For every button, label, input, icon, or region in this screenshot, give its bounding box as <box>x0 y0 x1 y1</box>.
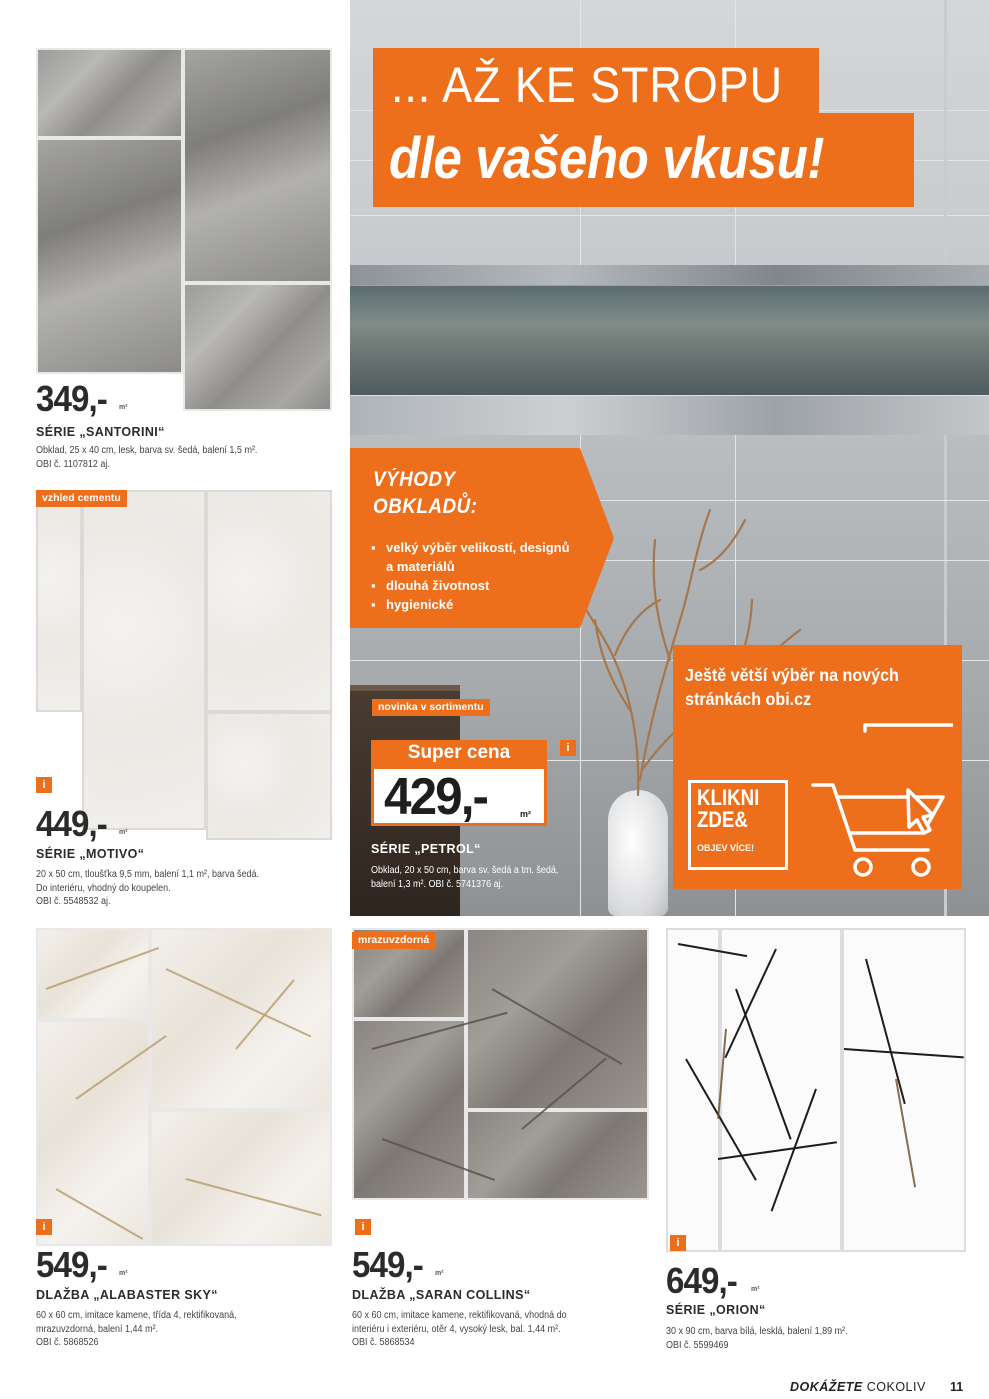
headline-box-bottom <box>373 113 914 207</box>
page-number: 11 <box>950 1380 964 1394</box>
santorini-name: SÉRIE „SANTORINI“ <box>36 425 165 439</box>
click-here-line-1: KLIKNI <box>697 785 760 810</box>
benefits-list <box>371 538 570 614</box>
saran-collins-price: 549,- <box>352 1244 423 1285</box>
motivo-info-button[interactable]: i <box>36 777 52 793</box>
petrol-price-box <box>371 766 547 826</box>
saran-collins-tag: mrazuvzdorná <box>352 932 435 949</box>
saran-collins-description: 60 x 60 cm, imitace kamene, rektifikovaná, vhodná do interiéru i exteriéru, otěr 4, vysoký lesk, bal. 1,44 m². OBI č. 5868534 <box>352 1310 567 1348</box>
benefit-item: a materiálů <box>386 559 455 574</box>
santorini-price: 349,- <box>36 378 107 419</box>
petrol-name: SÉRIE „PETROL“ <box>371 842 481 856</box>
petrol-super-cena-badge: Super cena <box>371 740 547 766</box>
motivo-price: 449,- <box>36 803 107 844</box>
benefit-item: ▪ velký výběr velikostí, designů <box>371 540 570 555</box>
petrol-price: 429,- <box>384 768 488 826</box>
headline-line-2: dle vašeho vkusu! <box>389 126 825 191</box>
alabaster-tile-image <box>36 928 332 1246</box>
footer-brand <box>790 1380 926 1394</box>
petrol-tag: novinka v sortimentu <box>372 699 490 716</box>
online-cta-box[interactable] <box>673 645 962 889</box>
benefit-item: ▪ dlouhá životnost <box>371 578 490 593</box>
benefit-item: ▪ hygienické <box>371 597 454 612</box>
saran-collins-unit: m² <box>435 1270 444 1277</box>
alabaster-description: 60 x 60 cm, imitace kamene, třída 4, rektifikovaná, mrazuvzdorná, balení 1,44 m². OBI č. 5868526 <box>36 1310 237 1348</box>
motivo-description: 20 x 50 cm, tloušťka 9,5 mm, balení 1,1 m², barva šedá. Do interiéru, vhodný do koupelen. OBI č. 5548532 aj. <box>36 869 259 907</box>
headline-line-1: ... AŽ KE STROPU <box>391 57 783 113</box>
petrol-info-button[interactable]: i <box>560 740 576 756</box>
saran-collins-tile-image <box>352 928 649 1200</box>
motivo-unit: m² <box>119 829 128 836</box>
saran-collins-name: DLAŽBA „SARAN COLLINS“ <box>352 1288 531 1302</box>
orion-tile-image <box>666 928 966 1252</box>
benefits-title: VÝHODY OBKLADŮ: <box>373 468 478 518</box>
motivo-name: SÉRIE „MOTIVO“ <box>36 847 145 861</box>
motivo-tag: vzhled cementu <box>36 490 127 507</box>
click-here-line-3: OBJEV VÍCE! <box>697 843 755 853</box>
shopping-cart-icon <box>803 715 953 885</box>
footer-brand-light: COKOLIV <box>866 1380 926 1394</box>
orion-name: SÉRIE „ORION“ <box>666 1303 766 1317</box>
saran-collins-info-button[interactable]: i <box>355 1219 371 1235</box>
alabaster-price: 549,- <box>36 1244 107 1285</box>
alabaster-unit: m² <box>119 1270 128 1277</box>
headline-box-top <box>373 48 819 121</box>
petrol-unit: m² <box>520 809 531 819</box>
santorini-unit: m² <box>119 404 128 411</box>
orion-price: 649,- <box>666 1260 737 1301</box>
click-here-line-2: ZDE& <box>697 807 748 832</box>
footer-brand-bold: DOKÁŽETE <box>790 1380 863 1394</box>
orion-info-button[interactable]: i <box>670 1235 686 1251</box>
orion-description: 30 x 90 cm, barva bílá, lesklá, balení 1,89 m². OBI č. 5599469 <box>666 1326 848 1351</box>
click-here-badge[interactable] <box>688 780 788 870</box>
santorini-description: Obklad, 25 x 40 cm, lesk, barva sv. šedá, balení 1,5 m². OBI č. 1107812 aj. <box>36 445 258 470</box>
petrol-description: Obklad, 20 x 50 cm, barva sv. šedá a tm. šedá, balení 1,3 m². OBI č. 5741376 aj. <box>371 865 559 890</box>
alabaster-name: DLAŽBA „ALABASTER SKY“ <box>36 1288 218 1302</box>
orion-unit: m² <box>751 1286 760 1293</box>
cta-text: Ještě větší výběr na nových stránkách obi.cz <box>685 665 899 709</box>
alabaster-info-button[interactable]: i <box>36 1219 52 1235</box>
